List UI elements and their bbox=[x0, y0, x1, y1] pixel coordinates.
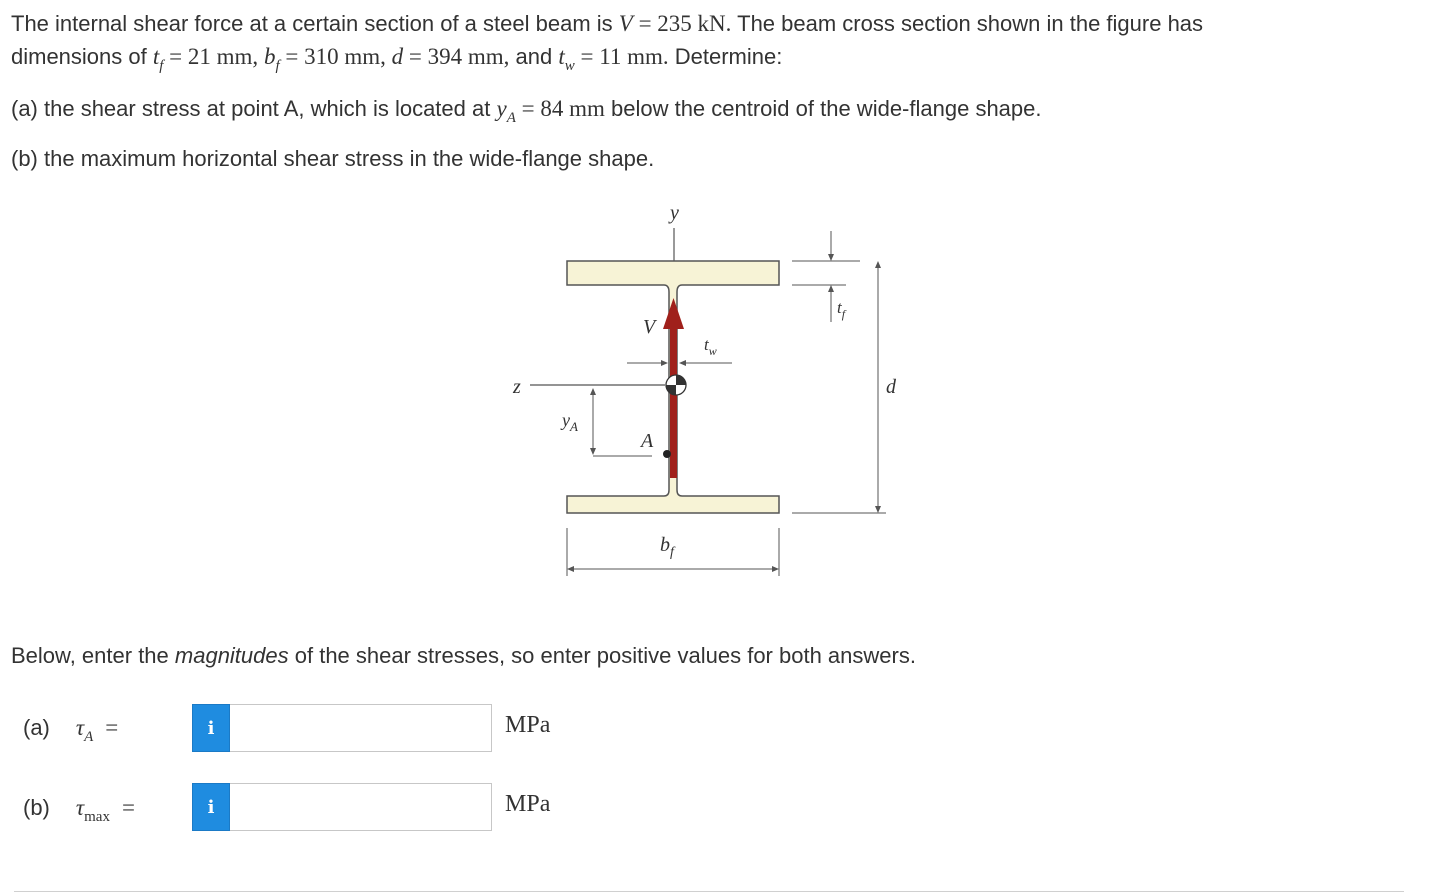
V-symbol: V bbox=[618, 11, 633, 36]
text: of the shear stresses, so enter positive values for both answers. bbox=[288, 643, 916, 668]
problem-line-2 bbox=[11, 41, 782, 76]
bf-value: = 310 mm, bbox=[279, 44, 392, 69]
yA-arrow-top bbox=[590, 388, 596, 395]
tau-subscript: A bbox=[84, 729, 94, 745]
part-label: (a) bbox=[23, 715, 50, 740]
d-label: d bbox=[886, 376, 896, 398]
bottom-divider bbox=[14, 891, 1404, 892]
z-axis-label: z bbox=[513, 376, 521, 398]
tf-symbol: t bbox=[152, 44, 160, 69]
tf-value: = 21 mm, bbox=[163, 44, 264, 69]
emphasis: magnitudes bbox=[174, 643, 289, 668]
answer-b-input[interactable] bbox=[230, 783, 492, 831]
tf-arrow-bottom bbox=[828, 285, 834, 292]
text: and bbox=[509, 44, 559, 69]
text: dimensions of bbox=[11, 44, 153, 69]
V-value: = 235 kN. bbox=[632, 11, 732, 36]
tw-subscript: w bbox=[564, 58, 575, 74]
answer-b-label bbox=[23, 795, 135, 825]
bf-label: $b_f$ bbox=[660, 534, 674, 560]
info-icon[interactable]: i bbox=[192, 783, 230, 831]
problem-part-a bbox=[11, 93, 1042, 128]
point-A-label: A bbox=[641, 430, 654, 452]
answer-b-unit: MPa bbox=[505, 791, 551, 817]
tau-symbol: τ bbox=[75, 795, 85, 820]
answer-a-label bbox=[23, 715, 119, 745]
centroid-quadrant bbox=[666, 385, 676, 395]
info-icon[interactable]: i bbox=[192, 704, 230, 752]
tw-arrow-right bbox=[679, 360, 686, 366]
equals: = bbox=[105, 715, 119, 740]
bf-subscript: f bbox=[275, 58, 280, 74]
tf-subscript: f bbox=[159, 58, 164, 74]
yA-label: $y_A$ bbox=[562, 410, 578, 434]
yA-value: = 84 mm bbox=[515, 96, 605, 121]
shear-force-arrow-head bbox=[663, 298, 684, 329]
bf-symbol: b bbox=[263, 44, 276, 69]
tf-label: $t_f$ bbox=[837, 298, 846, 321]
y-axis-label: y bbox=[670, 202, 679, 224]
bf-arrow-right bbox=[772, 566, 779, 572]
instructions bbox=[11, 640, 916, 672]
problem-line-1 bbox=[11, 8, 1203, 40]
tw-value: = 11 mm. bbox=[574, 44, 669, 69]
tau-symbol: τ bbox=[75, 715, 85, 740]
point-A-marker bbox=[663, 450, 671, 458]
centroid-quadrant bbox=[676, 375, 686, 385]
text: below the centroid of the wide-flange shape. bbox=[604, 96, 1042, 121]
tf-arrow-top bbox=[828, 254, 834, 261]
text: Below, enter the bbox=[11, 643, 175, 668]
d-value: = 394 mm, bbox=[403, 44, 510, 69]
tw-symbol: t bbox=[558, 44, 565, 69]
part-label: (b) bbox=[23, 795, 50, 820]
d-symbol: d bbox=[391, 44, 404, 69]
answer-a-unit: MPa bbox=[505, 712, 551, 738]
text: Determine: bbox=[668, 44, 783, 69]
tw-arrow-left bbox=[661, 360, 668, 366]
wide-flange-figure bbox=[500, 195, 920, 585]
bf-arrow-left bbox=[567, 566, 574, 572]
yA-arrow-bottom bbox=[590, 448, 596, 455]
V-label: V bbox=[643, 316, 656, 338]
problem-part-b: (b) the maximum horizontal shear stress in the wide-flange shape. bbox=[11, 146, 655, 171]
equals: = bbox=[121, 795, 135, 820]
yA-subscript: A bbox=[506, 110, 516, 126]
text: (a) the shear stress at point A, which is located at bbox=[11, 96, 497, 121]
tau-subscript: max bbox=[84, 809, 110, 825]
text: The beam cross section shown in the figure has bbox=[731, 11, 1204, 36]
tw-label: $t_w$ bbox=[704, 335, 717, 358]
yA-symbol: y bbox=[496, 96, 507, 121]
text: The internal shear force at a certain section of a steel beam is bbox=[11, 11, 619, 36]
answer-a-input[interactable] bbox=[230, 704, 492, 752]
d-arrow-bottom bbox=[875, 506, 881, 513]
d-arrow-top bbox=[875, 261, 881, 268]
